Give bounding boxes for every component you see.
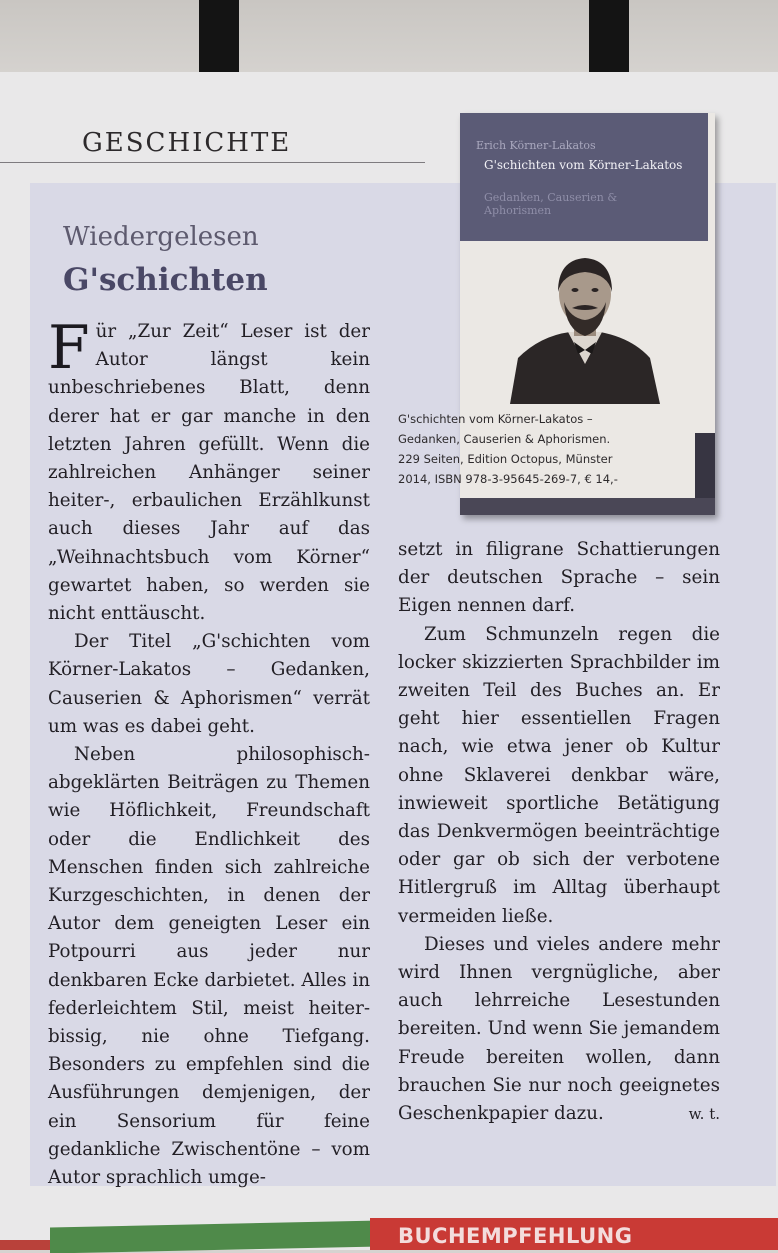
book-caption-line: 2014, ISBN 978-3-95645-269-7, € 14,- xyxy=(398,472,618,486)
drop-cap: F xyxy=(48,313,90,383)
book-title: G'schichten vom Körner-Lakatos xyxy=(484,158,683,172)
book-spine-strip xyxy=(695,433,715,507)
section-heading: GESCHICHTE xyxy=(82,128,292,158)
article-paragraph xyxy=(398,931,720,1128)
article-paragraph: setzt in filigrane Schattierungen der deutschen Sprache – sein Eigen nennen darf. xyxy=(398,539,720,617)
book-caption-line: G'schichten vom Körner-Lakatos – xyxy=(398,412,593,426)
book-cover xyxy=(398,113,715,515)
article-column-1 xyxy=(48,313,370,1192)
book-caption-line: 229 Seiten, Edition Octopus, Münster xyxy=(398,452,613,466)
author-portrait xyxy=(500,246,670,404)
banner-label: BUCHEMPFEHLUNG xyxy=(398,1224,633,1248)
article-kicker: Wiedergelesen xyxy=(63,222,259,252)
book-cover-band xyxy=(460,113,708,241)
book-bottom-edge xyxy=(460,498,715,515)
author-signoff: w. t. xyxy=(688,1105,720,1124)
article-paragraph: Neben philosophisch-abgeklärten Beiträgen zu Themen wie Höflichkeit, Freundschaft oder die Endlichkeit des Menschen finden sich zahlreiche Kurzgeschichten, in denen der Autor dem geneigten Leser ein Potpourri aus jeder nur denkbaren Ecke darbietet. Alles in federleichtem Stil, meist heiter-bissig, nie ohne Tiefgang. Besonders zu empfehlen sind die Ausführungen demjenigen, der ein Sensorium für feine gedankliche Zwischentöne – vom Autor sprachlich umge- xyxy=(48,744,370,1189)
paragraph-text: Dieses und vieles andere mehr wird Ihnen vergnügliche, aber auch lehrreiche Lesestunden bereiten. Und wenn Sie jemandem Freude bereiten wollen, dann brauchen Sie nur noch geeignetes Geschenkpapier dazu. xyxy=(398,933,720,1125)
article-paragraph: Zum Schmunzeln regen die locker skizzierten Sprachbilder im zweiten Teil des Buches an. Er geht hier essentiellen Fragen nach, wie etwa jener ob Kultur ohne Sklaverei denkbar wäre, inwieweit sportliche Betätigung das Denkvermögen beeinträchtige oder gar ob sich der verbotene Hitlergruß im Alltag überhaupt vermeiden ließe. xyxy=(398,623,720,927)
article-paragraph xyxy=(48,313,370,628)
article-headline: G'schichten xyxy=(63,262,268,298)
book-caption-line: Gedanken, Causerien & Aphorismen. xyxy=(398,432,611,446)
book-caption xyxy=(398,409,678,489)
book-subtitle: Gedanken, Causerien & Aphorismen xyxy=(484,191,618,217)
paragraph-text: ür „Zur Zeit“ Leser ist der Autor längst kein unbeschriebenes Blatt, denn derer hat er gar manche in den letzten Jahren gefüllt. Wenn die zahlreichen Anhänger seiner heiter-, erbaulichen Erzählkunst auch dieses Jahr auf das „Weihnachtsbuch vom Körner“ gewartet haben, so werden sie nicht enttäuscht. xyxy=(48,321,370,625)
article-column-2 xyxy=(398,536,720,1128)
book-author: Erich Körner-Lakatos xyxy=(476,139,596,152)
section-rule xyxy=(0,162,425,163)
article-paragraph: Der Titel „G'schichten vom Körner-Lakatos – Gedanken, Causerien & Aphorismen“ verrät um was es dabei geht. xyxy=(48,631,370,737)
